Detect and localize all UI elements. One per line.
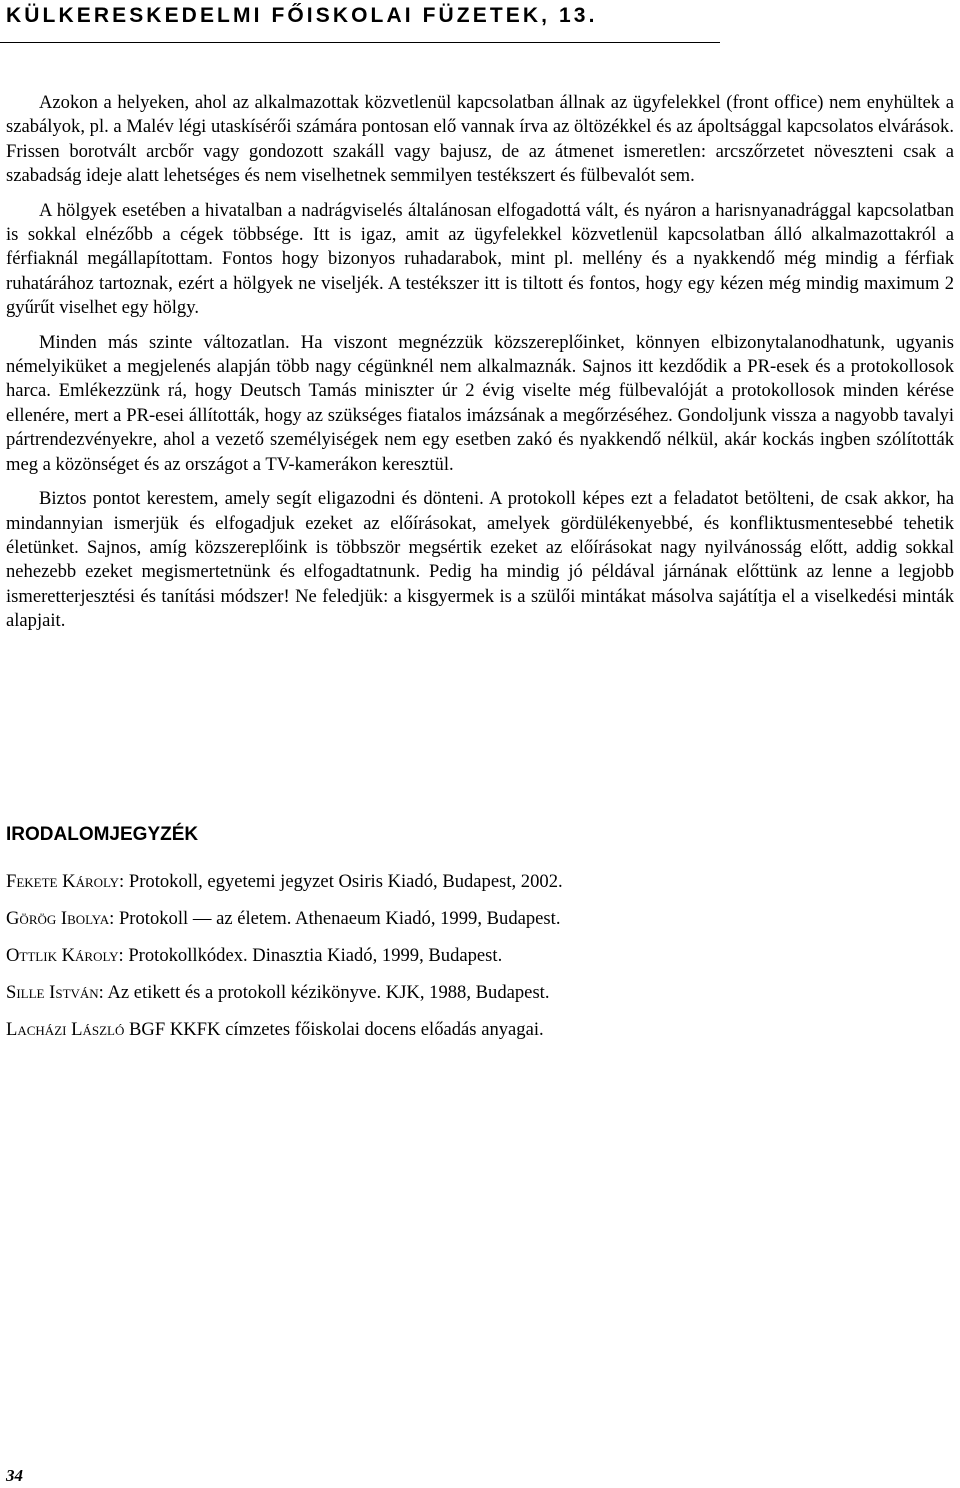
bibliography-entry [6, 981, 954, 1018]
page-number: 34 [6, 1466, 23, 1485]
reference-author: Sille István [6, 982, 99, 1003]
reference-text: BGF KKFK címzetes főiskolai docens előadás anyagai. [124, 1019, 544, 1040]
reference-text: : Protokoll — az életem. Athenaeum Kiadó, 1999, Budapest. [109, 908, 561, 929]
reference-text: : Az etikett és a protokoll kézikönyve. KJK, 1988, Budapest. [98, 982, 550, 1003]
running-header: KÜLKERESKEDELMI FŐISKOLAI FÜZETEK, 13. [6, 4, 598, 27]
reference-author: Lacházi László [6, 1019, 125, 1040]
paragraph: Azokon a helyeken, ahol az alkalmazottak közvetlenül kapcsolatban állnak az ügyfelekkel (front office) nem enyhültek a szabályok, pl. a Malév légi utaskísérői számára pontosan elő vannak írva az öltözékkel és az ápoltsággal kapcsolatos elvárások. Frissen borotvált arcbőr vagy gondozott szakáll vagy bajusz, de az átmenet ismeretlen: arcszőrzetet növeszteni csak a szabadság ideje alatt lehetséges és nem viselhetnek semmilyen testékszert és fülbevalót sem. [6, 92, 954, 187]
paragraph: Minden más szinte változatlan. Ha viszont megnézzük közszereplőinket, könnyen elbizonytalanodhatunk, ugyanis némelyiküket a megjelenés alapján több nagy cégünknél nem alkalmaznák. Sajnos itt kezdődik a PR-esek és a protokollosok harca. Emlékezzünk rá, hogy Deutsch Tamás miniszter úr 2 évig viselte még fülbevalóját a protokollosok minden kérése ellenére, mert a PR-esei állították, hogy az szükséges fiatalos imázsának a megőrzéséhez. Gondoljunk vissza a nagyobb tavalyi pártrendezvényekre, ahol a vezető személyiségek nem egy esetben zakó és nyakkendő nélkül, akár kockás ingben szólították meg a közönséget és az országot a TV-kamerákon keresztül. [6, 331, 954, 475]
reference-text: : Protokollkódex. Dinasztia Kiadó, 1999, Budapest. [118, 945, 503, 966]
bibliography-heading: IRODALOMJEGYZÉK [6, 824, 199, 845]
reference-author: Fekete Károly [6, 871, 120, 892]
bibliography-entry [6, 944, 954, 981]
body-text [6, 91, 954, 644]
reference-author: Ottlik Károly [6, 945, 119, 966]
bibliography-entry [6, 907, 954, 944]
bibliography-entry [6, 870, 954, 907]
paragraph: Biztos pontot kerestem, amely segít eligazodni és dönteni. A protokoll képes ezt a feladatot betölteni, de csak akkor, ha mindannyian ismerjük és elfogadjuk ezeket az előírásokat, amelyek gördülékenyebbé, és konfliktusmentesebbé tehetik életünket. Sajnos, amíg közszereplőink is többször megsértik ezeket az előírásokat nagy nyilvánosság előtt, addig sokkal nehezebb ezeket megismertetnünk és elfogadtatnunk. Pedig ha mindig jó példával járnának előttünk az lenne a legjobb ismeretterjesztési és tanítási módszer! Ne feledjük: a kisgyermek is a szülői mintákat másolva sajátítja el a viselkedési minták alapjait. [6, 488, 954, 632]
bibliography-entry [6, 1018, 954, 1055]
bibliography-list [6, 870, 954, 1055]
reference-author: Görög Ibolya [6, 908, 110, 929]
header-rule [0, 42, 720, 43]
paragraph: A hölgyek esetében a hivatalban a nadrágviselés általánosan elfogadottá vált, és nyáron a harisnyanadrággal kapcsolatban is sokkal elnézőbb a cégek többsége. Itt is igaz, amit az ügyfelekkel közvetlenül kapcsolatban álló alkalmazottakról a férfiaknál megállapítottam. Fontos hogy bizonyos ruhadarabok, mint pl. mellény és a nyakkendő még mindig a férfiak ruhatárához tartoznak, ezért a hölgyek ne viseljék. A testékszer itt is tiltott és fontos, hogy egy kézen még mindig maximum 2 gyűrűt viselhet egy hölgy. [6, 199, 954, 319]
reference-text: : Protokoll, egyetemi jegyzet Osiris Kiadó, Budapest, 2002. [119, 871, 563, 892]
